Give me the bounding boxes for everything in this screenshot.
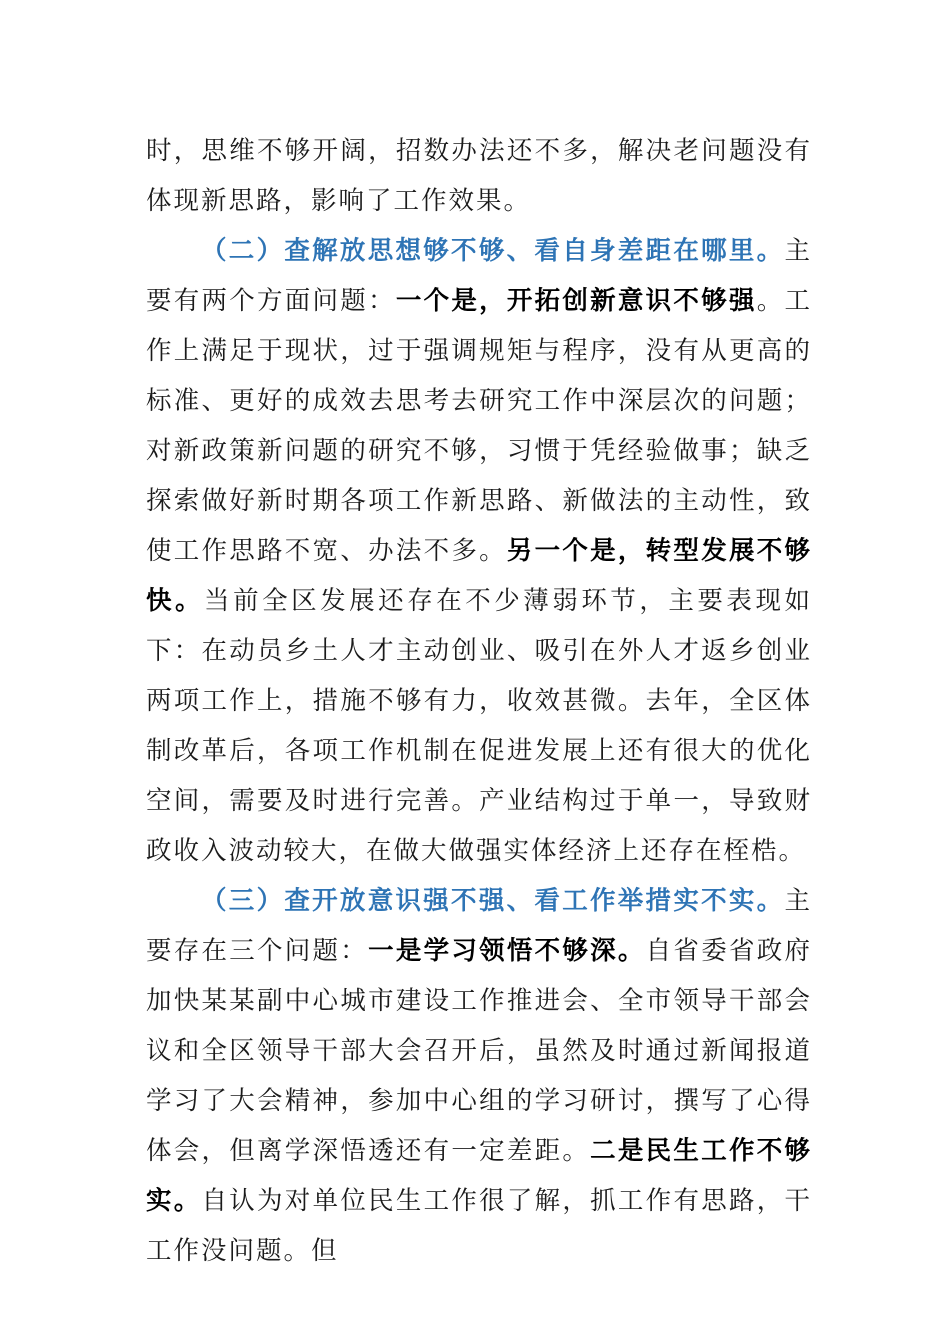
paragraph-text: 当前全区发展还存在不少薄弱环节，主要表现如下：在动员乡土人才主动创业、吸引在外人才返乡创业两项工作上，措施不够有力，收效甚微。去年，全区体制改革后，各项工作机制在促进发展上还有很大的优化空间，需要及时进行完善。产业结构过于单一，导致财政收入波动较大，在做大做强实体经济上还存在桎梏。 xyxy=(146,586,812,866)
document-body xyxy=(146,126,812,1276)
paragraph-text: 自认为对单位民生工作很了解，抓工作有思路，干工作没问题。但 xyxy=(146,1186,812,1266)
paragraph-text: 时，思维不够开阔，招数办法还不多，解决老问题没有体现新思路，影响了工作效果。 xyxy=(146,136,812,216)
section-heading-2: （二）查解放思想够不够、看自身差距在哪里。 xyxy=(201,236,785,266)
paragraph-text: 主要存在三个问题： xyxy=(146,886,812,966)
paragraph-text: 自省委省政府加快某某副中心城市建设工作推进会、全市领导干部会议和全区领导干部大会召开后，虽然及时通过新闻报道学习了大会精神，参加中心组的学习研讨，撰写了心得体会，但离学深悟透还有一定差距。 xyxy=(146,936,812,1166)
bold-point: 一个是，开拓创新意识不够强 xyxy=(395,286,757,316)
bold-point: 二是民生工作不够实。 xyxy=(146,1136,812,1216)
paragraph-2 xyxy=(146,226,812,876)
paragraph-1 xyxy=(146,126,812,226)
bold-point: 一是学习领悟不够深。 xyxy=(368,936,646,966)
paragraph-3 xyxy=(146,876,812,1276)
paragraph-text: 。工作上满足于现状，过于强调规矩与程序，没有从更高的标准、更好的成效去思考去研究工作中深层次的问题；对新政策新问题的研究不够，习惯于凭经验做事；缺乏探索做好新时期各项工作新思路、新做法的主动性，致使工作思路不宽、办法不多。 xyxy=(146,286,812,566)
bold-point: 另一个是，转型发展不够快。 xyxy=(146,536,812,616)
section-heading-3: （三）查开放意识强不强、看工作举措实不实。 xyxy=(201,886,785,916)
paragraph-text: 主要有两个方面问题： xyxy=(146,236,812,316)
